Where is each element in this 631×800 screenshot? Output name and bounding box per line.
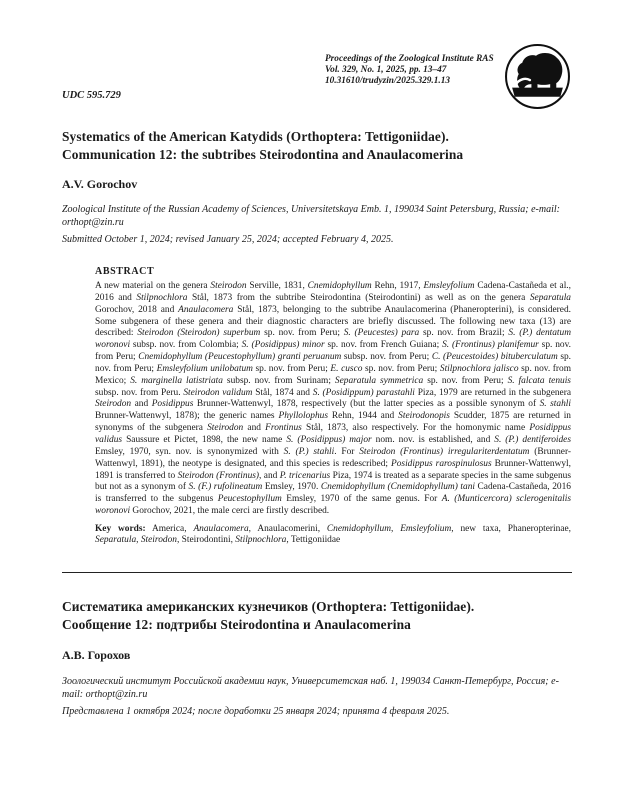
udc-number: UDC 595.729 (62, 90, 121, 101)
article-title-ru-line1: Систематика американских кузнечиков (Orthoptera: Tettigoniidae). (62, 599, 475, 614)
affiliation-en: Zoological Institute of the Russian Academy of Sciences, Universitetskaya Emb. 1, 199034 Saint Petersburg, Russia; e-mail: orthopt@zin.ru (62, 204, 560, 228)
journal-citation (325, 54, 503, 86)
article-title-en-line1: Systematics of the American Katydids (Orthoptera: Tettigoniidae). (62, 129, 449, 144)
author-name-ru: А.В. Горохов (62, 648, 131, 662)
article-title-ru (62, 598, 586, 633)
submission-dates-ru: Представлена 1 октября 2024; после доработки 25 января 2024; принята 4 февраля 2025. (62, 706, 450, 717)
author-name-en: A.V. Gorochov (62, 177, 138, 191)
keywords-list: America, Anaulacomera, Anaulacomerini, Cnemidophyllum, Emsleyfolium, new taxa, Phaneropterinae, Separatula, Steirodon, Steirodontini, Stilpnochlora, Tettigoniidae (95, 523, 571, 546)
journal-name: Proceedings of the Zoological Institute RAS (325, 54, 494, 64)
keywords-label: Key words: (95, 523, 146, 534)
affiliation-ru: Зоологический институт Российской академии наук, Университетская наб. 1, 199034 Санкт-Петербург, Россия; e-mail: orthopt@zin.ru (62, 676, 559, 700)
abstract-text: A new material on the genera Steirodon Serville, 1831, Cnemidophyllum Rehn, 1917, Emsleyfolium Cadena-Castañeda et al., 2016 and Stilpnochlora Stål, 1873 from the subtribe Steirodontina (Steirodontini) as well as on the genera Separatula Gorochov, 2018 and Anaulacomera Stål, 1873, belonging to the subtribe Anaulacomerina (Phaneropterini), is considered. Some subgenera of these genera and their diagnostic characters are briefly discussed. The following new taxa (13) are described: Steirodon (Steirodon) superbum sp. nov. from Peru; S. (Peucestes) para sp. nov. from Brazil; S. (P.) dentatum woronovi subsp. nov. from Colombia; S. (Posidippus) minor sp. nov. from French Guiana; S. (Frontinus) planifemur sp. nov. from Peru; Cnemidophyllum (Peucestophyllum) granti peruanum subsp. nov. from Peru; C. (Peucestoides) bituberculatum sp. nov. from Peru; Emsleyfolium unilobatum sp. nov. from Peru; E. cusco sp. nov. from Peru; Stilpnochlora jalisco sp. nov. from Mexico; S. marginella latistriata subsp. nov. from Surinam; Separatula symmetrica sp. nov. from Peru; S. falcata tenuis subsp. nov. from Peru. Steirodon validum Stål, 1874 and S. (Posidippum) parastahli Piza, 1979 are returned in the subgenera Steirodon and Posidippus Brunner-Wattenwyl, 1878, respectively (but the latter species as a possible synonym of S. stahli Brunner-Wattenwyl, 1878); the generic names Phyllolophus Rehn, 1944 and Steirodonopis Scudder, 1875 are returned in synonyms of the subgenera Steirodon and Frontinus Stål, 1873, also respectively. For the homonymic name Posidippus validus Saussure et Pictet, 1898, the new name S. (Posidippus) major nom. nov. is established, and S. (P.) dentiferoides Emsley, 1970, syn. nov. is synonymized with S. (P.) stahli. For Steirodon (Frontinus) irregulariterdentatum (Brunner-Wattenwyl, 1891), the neotype is designated, and this species is redescribed; Posidippus rarospinulosus Brunner-Wattenwyl, 1891 is transferred to Steirodon (Frontinus), and P. tricenarius Piza, 1974 is treated as a separate species in the same subgenus but not as a synonym of S. (F.) rufolineatum Emsley, 1970. Cnemidophyllum (Cnemidophyllum) tani Cadena-Castañeda, 2016 is transferred to the subgenus Peucestophyllum Emsley, 1970 of the same genus. For A. (Munticercora) sclerogenitalis woronovi Gorochov, 2021, the male cerci are firstly described. (95, 281, 572, 517)
article-title-ru-line2: Сообщение 12: подтрибы Steirodontina и Anaulacomerina (62, 616, 411, 632)
journal-volume-info: Vol. 329, No. 1, 2025, pp. 13–47 (325, 64, 447, 75)
keywords-line (95, 524, 571, 547)
article-title-en-line2: Communication 12: the subtribes Steirodontina and Anaulacomerina (62, 146, 464, 162)
journal-doi: 10.31610/trudyzin/2025.329.1.13 (325, 75, 451, 86)
abstract-section (95, 266, 571, 547)
section-divider-rule (62, 572, 572, 573)
zin-mammoth-logo-icon (504, 43, 571, 110)
article-title-en (62, 128, 586, 163)
submission-dates-en: Submitted October 1, 2024; revised January 25, 2024; accepted February 4, 2025. (62, 234, 394, 245)
abstract-heading: ABSTRACT (95, 266, 155, 277)
